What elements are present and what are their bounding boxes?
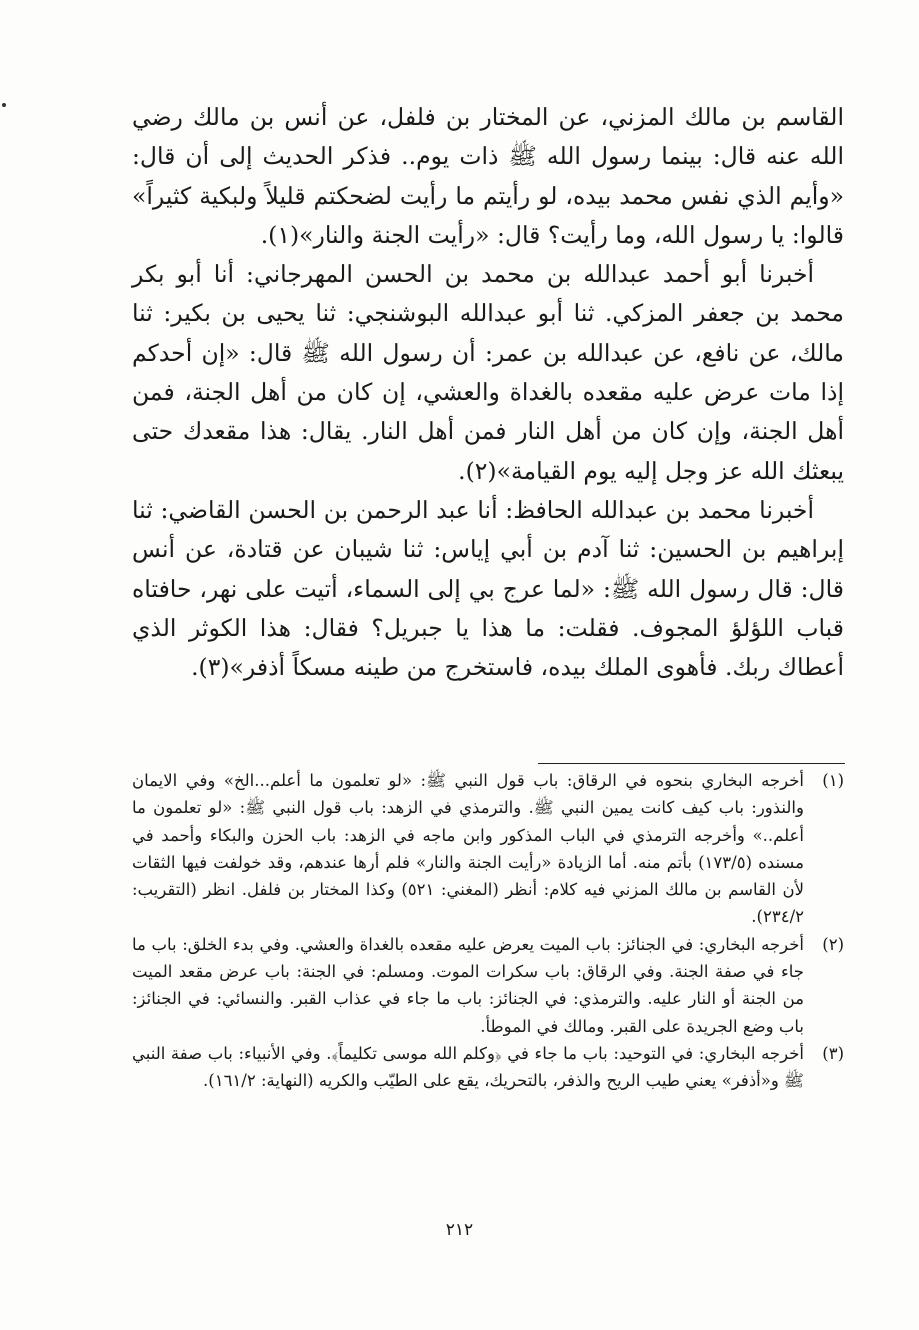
footnote-2 — [132, 931, 844, 1040]
footnote-1 — [132, 767, 844, 931]
paragraph-3: أخبرنا محمد بن عبدالله الحافظ: أنا عبد الرحمن بن الحسن القاضي: ثنا إبراهيم بن الحسين: ثنا آدم بن أبي إياس: ثنا شيبان عن قتادة، عن أنس قال: قال رسول الله ﷺ: «لما عرج بي إلى السماء، أتيت على نهر، حافتاه قباب اللؤلؤ المجوف. فقلت: ما هذا يا جبريل؟ فقال: هذا الكوثر الذي أعطاك ربك. فأهوى الملك بيده، فاستخرج من طينه مسكاً أذفر»(٣). — [132, 495, 844, 682]
paragraph-2: أخبرنا أبو أحمد عبدالله بن محمد بن الحسن المهرجاني: أنا أبو بكر محمد بن جعفر المزكي. ثنا أبو عبدالله البوشنجي: ثنا يحيى بن بكير: ثنا مالك، عن نافع، عن عبدالله بن عمر: أن رسول الله ﷺ قال: «إن أحدكم إذا مات عرض عليه مقعده بالغداة والعشي، إن كان من أهل الجنة، فمن أهل الجنة، وإن كان من أهل النار فمن أهل النار. يقال: هذا مقعدك حتى يبعثك الله عز وجل إليه يوم القيامة»(٢). — [132, 260, 844, 485]
page-number: ٢١٢ — [445, 1220, 474, 1240]
footnote-separator — [538, 763, 845, 764]
footnote-text: أخرجه البخاري: في الجنائز: باب الميت يعرض عليه مقعده بالغداة والعشي. وفي بدء الخلق: باب ما جاء في صفة الجنة. وفي الرقاق: باب سكرات الموت. ومسلم: في الجنة: باب عرض مقعد الميت من الجنة أو النار عليه. والترمذي: في الجنائز: باب ما جاء في عذاب القبر. والنسائي: في الجنائز: باب وضع الجريدة على القبر. ومالك في الموطأ. — [132, 934, 804, 1036]
footnotes-block — [132, 767, 844, 1095]
footnote-text: أخرجه البخاري بنحوه في الرقاق: باب قول النبي ﷺ: «لو تعلمون ما أعلم...الخ» وفي الايمان والنذور: باب كيف كانت يمين النبي ﷺ. والترمذي في الزهد: باب قول النبي ﷺ: «لو تعلمون ما أعلم..» وأخرجه الترمذي في الباب المذكور وابن ماجه في الزهد: باب الحزن والبكاء وأحمد في مسنده (١٧٣/٥) بأتم منه. أما الزيادة «رأيت الجنة والنار» فلم أرها عندهم، وقد خولفت فيها الثقات لأن القاسم بن مالك المزني فيه كلام: أنظر (المغني: ٥٢١) وكذا المختار بن فلفل. انظر (التقريب: ٢٣٤/٢). — [132, 771, 804, 927]
main-text-block — [132, 98, 844, 687]
footnote-text: أخرجه البخاري: في التوحيد: باب ما جاء في ﴿وكلم الله موسى تكليماً﴾. وفي الأنبياء: باب صفة النبي ﷺ و«أذفر» يعني طيب الريح والذفر، بالتحريك، يقع على الطيّب والكريه (النهاية: ١٦١/٢). — [132, 1043, 804, 1091]
margin-speck — [2, 103, 6, 107]
footnote-number: (٣) — [822, 1043, 844, 1063]
footnote-number: (٢) — [822, 934, 844, 954]
footnote-number: (١) — [822, 771, 844, 790]
footnote-3 — [132, 1040, 844, 1095]
paragraph-1: القاسم بن مالك المزني، عن المختار بن فلفل، عن أنس بن مالك رضي الله عنه قال: بينما رسول الله ﷺ ذات يوم.. فذكر الحديث إلى أن قال: «وأيم الذي نفس محمد بيده، لو رأيتم ما رأيت لضحكتم قليلاً ولبكية كثيراً» قالوا: يا رسول الله، وما رأيت؟ قال: «رأيت الجنة والنار»(١). — [132, 103, 844, 249]
